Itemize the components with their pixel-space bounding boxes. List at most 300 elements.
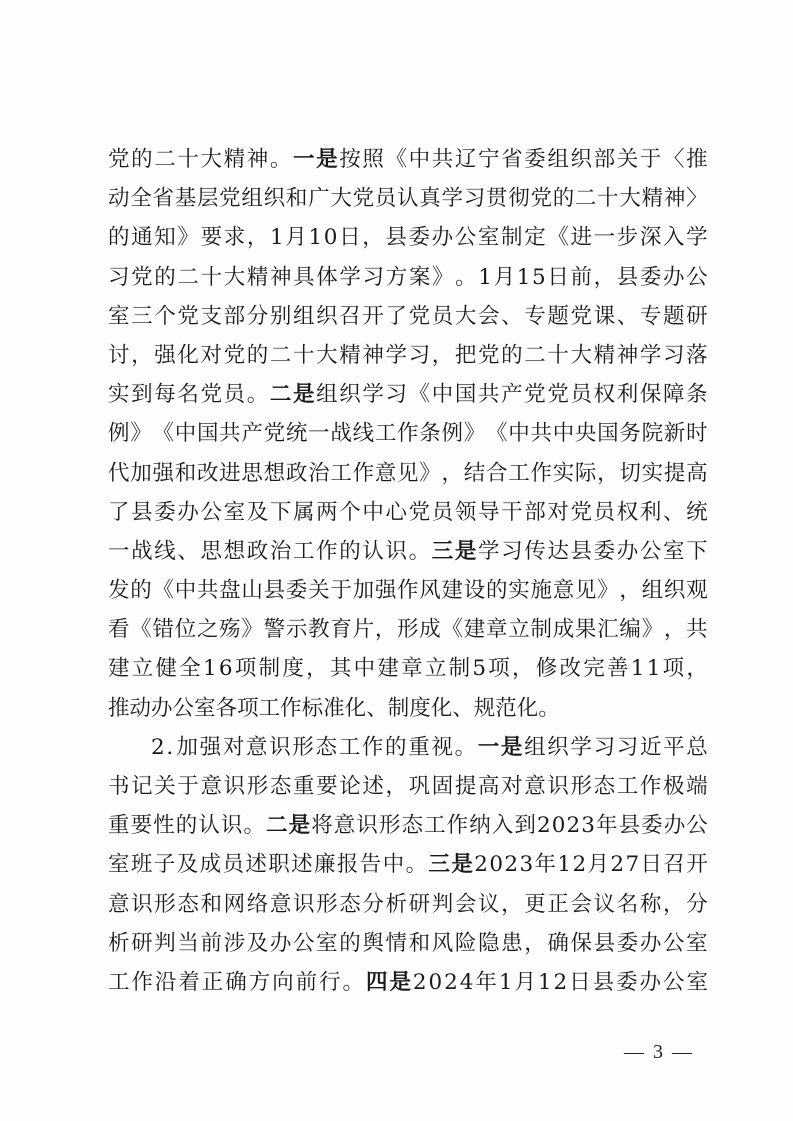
text-char: 导 — [478, 499, 500, 525]
text-char: 学 — [570, 734, 592, 760]
text-char: 合 — [485, 460, 508, 486]
text-char: 作 — [397, 578, 419, 604]
text-char: 十 — [597, 186, 619, 212]
text-char: 党 — [263, 421, 286, 447]
text-char: 党 — [570, 499, 593, 525]
text-char: 个 — [339, 499, 361, 525]
emphasis-char: 二 — [266, 813, 288, 839]
text-char: 1 — [516, 264, 531, 290]
text-char: 》 — [641, 617, 664, 643]
text-char: 2 — [566, 813, 581, 839]
text-char: 召 — [663, 852, 685, 878]
text-char: 项 — [237, 695, 259, 721]
text-line — [108, 963, 708, 1002]
text-char: 关 — [616, 147, 639, 172]
emphasis-char: 是 — [454, 538, 477, 564]
text-char: 意 — [552, 578, 575, 604]
text-char: 新 — [663, 421, 686, 447]
text-char: 委 — [154, 499, 176, 525]
text-char: 县 — [570, 538, 593, 564]
text-char: 室 — [686, 969, 708, 995]
text-char: 认 — [362, 538, 384, 564]
text-char: 子 — [153, 852, 176, 878]
text-char: 动 — [108, 186, 130, 212]
text-char: 编 — [619, 617, 641, 643]
text-line — [108, 297, 708, 336]
text-char: 险 — [454, 930, 477, 956]
text-char: 精 — [593, 342, 616, 368]
text-char: 委 — [639, 264, 662, 290]
text-char: 规 — [473, 695, 496, 721]
text-char: 党 — [408, 303, 431, 329]
page-number: — 3 — — [624, 1041, 694, 1063]
text-char: 办 — [269, 930, 292, 956]
text-char: 实 — [108, 382, 130, 408]
text-char: 和 — [200, 891, 223, 917]
text-char: 工 — [374, 421, 397, 447]
text-char: 完 — [583, 656, 605, 682]
text-char: 切 — [619, 460, 641, 486]
text-char: 态 — [269, 774, 292, 799]
text-char: 方 — [248, 969, 271, 995]
text-char: 的 — [385, 734, 407, 760]
text-char: 十 — [200, 264, 223, 290]
text-char: 制 — [258, 656, 281, 682]
text-char: 形 — [154, 891, 176, 917]
text-char: 成 — [419, 617, 441, 643]
text-char: 到 — [514, 813, 536, 839]
text-char: 重 — [408, 734, 430, 760]
text-char: 的 — [131, 147, 153, 172]
text-line — [108, 845, 708, 884]
emphasis-char: 四 — [365, 969, 388, 995]
text-char: 日 — [547, 264, 569, 290]
text-char: 党 — [200, 382, 223, 408]
text-char: 中 — [362, 499, 384, 525]
text-line — [108, 924, 708, 963]
text-char: 。 — [269, 147, 292, 172]
text-char: 、 — [663, 499, 685, 525]
text-char: 属 — [293, 499, 315, 525]
text-char: 强 — [152, 460, 174, 486]
text-char: 的 — [485, 578, 508, 604]
text-char: 2 — [504, 852, 519, 878]
text-char: 关 — [154, 774, 176, 799]
text-char: 工 — [293, 538, 315, 564]
text-char: 强 — [374, 578, 397, 604]
text-char: 学 — [639, 342, 662, 368]
text-char: 委 — [616, 930, 639, 956]
text-char: 巩 — [408, 774, 431, 799]
text-char: 党 — [570, 303, 593, 329]
text-char: 确 — [547, 930, 569, 956]
text-char: 大 — [316, 342, 338, 368]
text-char: 央 — [574, 421, 597, 447]
text-char: 题 — [547, 303, 569, 329]
emphasis-char: 三 — [431, 538, 454, 564]
text-char: 《 — [441, 617, 464, 643]
text-line — [108, 767, 708, 806]
text-char: 设 — [463, 578, 486, 604]
text-char: 1 — [537, 969, 552, 995]
text-char: 的 — [339, 930, 361, 956]
text-char: 看 — [108, 617, 130, 643]
text-char: . — [166, 734, 174, 760]
text-char: 十 — [177, 147, 199, 172]
text-char: 习 — [463, 186, 486, 212]
text-char: 立 — [424, 656, 447, 682]
text-char: 范 — [495, 695, 517, 721]
text-char: 广 — [308, 186, 330, 212]
text-char: 1 — [646, 656, 661, 682]
text-char: 7 — [625, 852, 640, 878]
text-char: 作 — [316, 538, 338, 564]
text-char: 利 — [639, 499, 662, 525]
text-char: 名 — [616, 891, 639, 917]
text-char: 意 — [269, 891, 292, 917]
text-char: 形 — [397, 617, 419, 643]
text-char: 日 — [569, 969, 591, 995]
text-char: 记 — [131, 774, 153, 799]
text-char: 到 — [131, 382, 153, 408]
text-char: 形 — [246, 774, 269, 799]
text-char: 动 — [129, 695, 152, 721]
text-char: 的 — [339, 538, 361, 564]
text-char: 中 — [382, 852, 405, 878]
text-char: 中 — [174, 421, 197, 447]
text-char: 成 — [199, 852, 222, 878]
text-char: ， — [246, 225, 269, 251]
text-char: 二 — [154, 147, 176, 172]
text-char: 研 — [408, 891, 431, 917]
text-char: 意 — [200, 774, 223, 799]
text-char: 。 — [243, 813, 265, 839]
text-char: 中 — [552, 421, 575, 447]
text-char: 真 — [419, 186, 441, 212]
text-char: 层 — [196, 186, 219, 212]
text-char: 于 — [177, 774, 199, 799]
text-char: 各 — [215, 695, 238, 721]
text-char: 工 — [258, 695, 281, 721]
text-char: 视 — [431, 734, 453, 760]
text-char: 精 — [339, 342, 361, 368]
text-char: 专 — [524, 303, 546, 329]
text-char: 片 — [352, 617, 375, 643]
text-char: 精 — [641, 186, 664, 212]
text-char: 作 — [639, 774, 662, 799]
text-char: 大 — [223, 264, 246, 290]
text-char: 大 — [570, 342, 593, 368]
text-char: 两 — [316, 499, 338, 525]
text-char: 立 — [508, 617, 530, 643]
text-char: 织 — [570, 147, 593, 172]
text-char: 实 — [552, 460, 575, 486]
text-char: 2 — [151, 734, 165, 760]
text-char: 年 — [595, 813, 618, 839]
text-char: 更 — [524, 891, 546, 917]
text-char: 党 — [223, 342, 246, 368]
text-char: 班 — [130, 852, 153, 878]
text-char: 专 — [639, 303, 662, 329]
text-char: 态 — [339, 891, 361, 917]
text-char: 日 — [640, 852, 663, 878]
text-line — [108, 140, 708, 179]
text-char: 4 — [459, 969, 474, 995]
text-char: 。 — [455, 264, 477, 290]
text-char: 代 — [108, 460, 130, 486]
text-char: 化 — [344, 695, 367, 721]
emphasis-char: 一 — [477, 734, 500, 760]
text-char: 线 — [352, 421, 375, 447]
text-char: 制 — [530, 617, 552, 643]
text-char: 项 — [234, 656, 257, 682]
text-char: ， — [686, 656, 708, 682]
text-char: 想 — [263, 460, 286, 486]
text-char: 名 — [177, 382, 199, 408]
text-char: 、 — [177, 538, 199, 564]
text-char: 提 — [454, 774, 477, 799]
text-line — [108, 610, 708, 649]
text-char: 课 — [593, 303, 616, 329]
text-char: 化 — [177, 342, 199, 368]
text-char: 办 — [431, 225, 454, 251]
text-char: 题 — [663, 303, 685, 329]
text-char: 当 — [177, 930, 199, 956]
text-char: 及 — [246, 930, 269, 956]
text-char: 二 — [524, 342, 546, 368]
text-char: 作 — [131, 969, 153, 995]
text-char: 工 — [424, 813, 446, 839]
text-char: 1 — [308, 225, 323, 251]
text-char: 权 — [616, 499, 639, 525]
text-char: 省 — [501, 147, 523, 172]
text-char: 公 — [454, 225, 477, 251]
text-char: 公 — [663, 930, 685, 956]
text-char: 其 — [329, 656, 352, 682]
text-char: 县 — [385, 225, 407, 251]
text-char: ， — [306, 656, 328, 682]
emphasis-char: 是 — [389, 969, 411, 995]
text-char: 学 — [686, 225, 708, 251]
text-char: 性 — [153, 813, 175, 839]
text-char: 案 — [408, 264, 431, 290]
text-char: 章 — [485, 617, 508, 643]
text-char: 端 — [686, 774, 708, 799]
text-char: 习 — [385, 382, 408, 408]
text-char: 三 — [131, 303, 153, 329]
text-char: 1 — [498, 969, 513, 995]
text-char: 改 — [196, 460, 219, 486]
text-char: 正 — [547, 891, 569, 917]
text-line — [108, 179, 708, 218]
text-char: 织 — [316, 303, 338, 329]
text-char: ， — [597, 460, 619, 486]
text-char: 确 — [225, 969, 247, 995]
text-char: 推 — [686, 147, 708, 172]
text-char: 党 — [219, 186, 241, 212]
text-char: 纳 — [469, 813, 491, 839]
text-char: 见 — [574, 578, 597, 604]
text-char: 2 — [412, 969, 427, 995]
text-line — [108, 414, 708, 453]
text-char: 习 — [663, 342, 685, 368]
text-char: 《 — [130, 617, 152, 643]
text-char: 际 — [574, 460, 597, 486]
text-char: 修 — [535, 656, 558, 682]
text-char: 5 — [532, 264, 546, 290]
text-char: 论 — [339, 774, 361, 799]
text-char: 提 — [663, 460, 686, 486]
text-char: 共 — [219, 421, 241, 447]
text-char: 部 — [223, 303, 246, 329]
text-char: 分 — [246, 303, 269, 329]
text-char: 述 — [362, 774, 384, 799]
text-char: 位 — [174, 617, 197, 643]
text-char: 作 — [352, 460, 375, 486]
text-char: 神 — [616, 342, 639, 368]
text-char: 健 — [155, 656, 178, 682]
text-char: 的 — [154, 264, 176, 290]
text-char: 、 — [366, 695, 388, 721]
text-char: 高 — [478, 774, 500, 799]
text-char: 及 — [176, 852, 199, 878]
text-char: 中 — [353, 656, 376, 682]
text-char: 中 — [408, 147, 431, 172]
text-char: 度 — [282, 656, 304, 682]
text-char: 办 — [663, 813, 686, 839]
text-char: 员 — [374, 186, 397, 212]
text-char: 舆 — [362, 930, 384, 956]
text-char: 神 — [246, 147, 269, 172]
text-char: 意 — [108, 891, 130, 917]
text-char: 共 — [478, 382, 500, 408]
text-char: 5 — [472, 656, 487, 682]
text-char: 党 — [352, 186, 375, 212]
text-char: 院 — [641, 421, 664, 447]
text-char: 达 — [547, 538, 569, 564]
text-char: 传 — [524, 538, 546, 564]
text-char: 》 — [431, 264, 454, 290]
text-char: 。 — [454, 734, 477, 760]
text-char: 将 — [311, 813, 333, 839]
text-char: 3 — [581, 813, 595, 839]
text-char: 立 — [131, 656, 154, 682]
text-char: 员 — [431, 303, 454, 329]
text-char: 学 — [441, 186, 464, 212]
text-char: 作 — [361, 734, 384, 760]
text-char: 每 — [154, 382, 176, 408]
text-char: 《 — [385, 147, 408, 172]
text-char: 》 — [130, 421, 152, 447]
text-line — [108, 493, 708, 532]
text-char: 入 — [491, 813, 514, 839]
text-char: 政 — [285, 460, 308, 486]
text-char: 习 — [362, 264, 385, 290]
text-char: 想 — [223, 538, 246, 564]
text-char: 治 — [308, 460, 330, 486]
text-char: 化 — [430, 695, 453, 721]
text-line — [108, 649, 708, 688]
text-char: ， — [385, 774, 408, 799]
text-char: 对 — [501, 774, 523, 799]
text-char: 识 — [131, 891, 153, 917]
text-char: 把 — [454, 342, 477, 368]
text-char: 制 — [387, 695, 410, 721]
text-char: 十 — [293, 342, 315, 368]
text-char: 0 — [428, 969, 443, 995]
text-char: 具 — [293, 264, 315, 290]
text-char: 发 — [108, 578, 130, 604]
text-char: 员 — [431, 499, 454, 525]
text-char: 认 — [198, 813, 220, 839]
text-char: 化 — [516, 695, 539, 721]
text-char: 国 — [196, 421, 219, 447]
text-char: 共 — [431, 147, 454, 172]
text-char: 态 — [593, 774, 616, 799]
text-char: 于 — [330, 578, 352, 604]
text-char: 患 — [501, 930, 523, 956]
text-char: 公 — [686, 813, 708, 839]
text-char: 殇 — [219, 617, 241, 643]
text-char: 判 — [431, 891, 454, 917]
text-char: 织 — [663, 578, 686, 604]
text-char: 统 — [285, 421, 308, 447]
text-char: 要 — [316, 774, 338, 799]
text-char: 别 — [269, 303, 292, 329]
text-char: 共 — [196, 578, 219, 604]
text-char: 组 — [524, 734, 546, 760]
text-char: 》 — [241, 617, 263, 643]
text-char: 析 — [385, 891, 408, 917]
text-char: 办 — [151, 695, 173, 721]
text-char: 的 — [552, 186, 575, 212]
text-char: 2 — [474, 852, 488, 878]
text-char: 近 — [639, 734, 662, 760]
text-char: 室 — [194, 695, 216, 721]
text-char: 络 — [246, 891, 269, 917]
text-char: 保 — [570, 930, 593, 956]
text-char: 学 — [339, 264, 361, 290]
text-char: 建 — [441, 578, 464, 604]
emphasis-char: 一 — [293, 147, 315, 172]
text-char: 。 — [342, 969, 365, 995]
text-char: 要 — [200, 225, 223, 251]
text-char: 日 — [339, 225, 361, 251]
text-char: 县 — [593, 930, 616, 956]
text-char: 建 — [463, 617, 486, 643]
text-char: 项 — [662, 656, 685, 682]
emphasis-char: 三 — [428, 852, 450, 878]
text-char: 及 — [246, 499, 269, 525]
text-char: ， — [501, 891, 523, 917]
text-char: 组 — [293, 303, 315, 329]
text-char: 中 — [431, 382, 454, 408]
text-char: 员 — [570, 382, 593, 408]
text-line — [108, 689, 708, 728]
text-char: 正 — [201, 969, 224, 995]
text-char: 织 — [263, 186, 286, 212]
text-char: 识 — [223, 774, 246, 799]
text-char: 1 — [478, 264, 492, 290]
text-char: 重 — [108, 813, 130, 839]
text-char: 6 — [218, 656, 233, 682]
emphasis-char: 是 — [288, 813, 311, 839]
text-char: 县 — [616, 264, 639, 290]
text-char: 要 — [130, 813, 153, 839]
text-char: 前 — [295, 969, 318, 995]
text-char: 强 — [154, 342, 176, 368]
text-char: 织 — [547, 734, 569, 760]
